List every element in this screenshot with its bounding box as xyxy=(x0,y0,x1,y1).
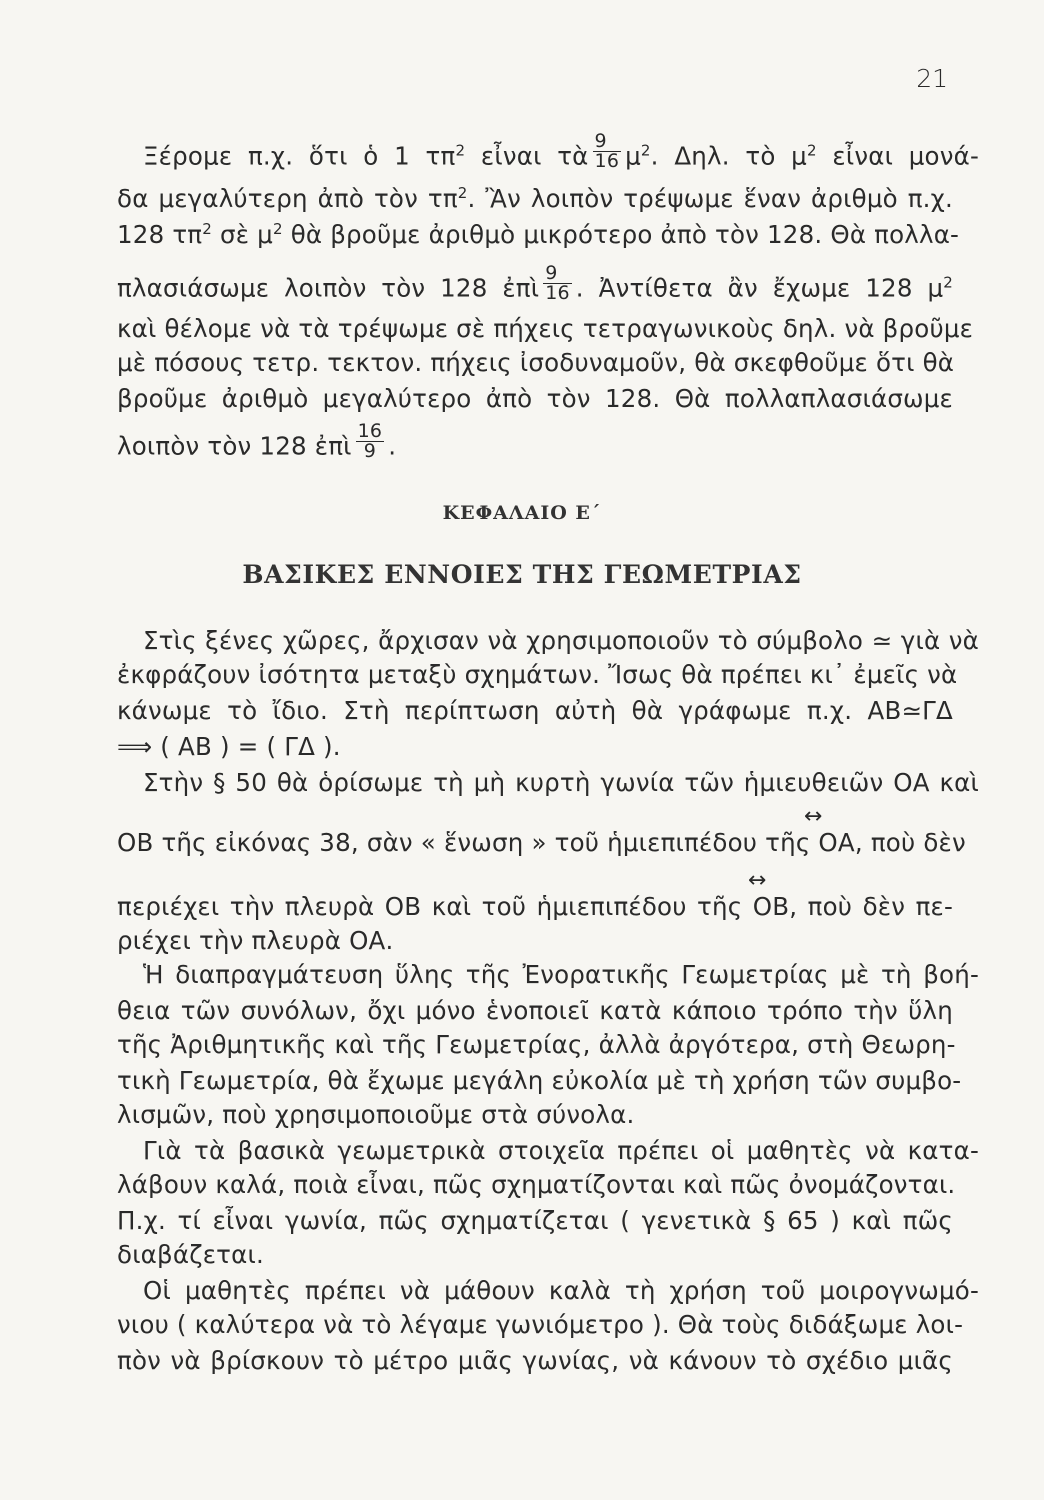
double-arrow-icon: ↔ xyxy=(748,868,767,893)
text-line: πλασιάσωμε λοιπὸν τὸν 128 ἐπὶ $\frac{9}{16}$ . Ἀντίθετα ἂν ἔχωμε 128 $\mu^2$ xyxy=(117,262,953,304)
double-arrow-icon: ↔ xyxy=(804,804,823,829)
text-line: λισμῶν, ποὺ χρησιμοποιοῦμε στὰ σύνολα. xyxy=(117,1100,635,1129)
chapter-title: ΒΑΣΙΚΕΣ ΕΝΝΟΙΕΣ ΤΗΣ ΓΕΩΜΕΤΡΙΑΣ xyxy=(242,560,802,589)
text-line: Στὴν § 50 θὰ ὁρίσωμε τὴ μὴ κυρτὴ γωνία τῶν ἡμιευθειῶν ΟΑ καὶ xyxy=(143,768,979,797)
text-line: ριέχει τὴν πλευρὰ ΟΑ. xyxy=(117,926,394,955)
text-line: θεια τῶν συνόλων, ὄχι μόνο ἑνοποιεῖ κατὰ κάποιο τρόπο τὴν ὕλη xyxy=(117,996,953,1025)
text-line: ΟΒ τῆς εἰκόνας 38, σὰν « ἕνωση » τοῦ ἡμιεπιπέδου τῆς ΟΑ, ποὺ δὲν xyxy=(117,828,966,857)
text-line: λάβουν καλά, ποιὰ εἶναι, πῶς σχηματίζονται καὶ πῶς ὀνομάζονται. xyxy=(117,1170,956,1199)
text-line: λοιπὸν τὸν 128 ἐπὶ $\frac{16}{9}$ . xyxy=(117,420,397,462)
text-line: Οἱ μαθητὲς πρέπει νὰ μάθουν καλὰ τὴ χρήση τοῦ μοιρογνωμό- xyxy=(143,1276,979,1305)
text-line: ἐκφράζουν ἰσότητα μεταξὺ σχημάτων. Ἴσως θὰ πρέπει κι᾽ ἐμεῖς νὰ xyxy=(117,660,958,689)
text-line: Γιὰ τὰ βασικὰ γεωμετρικὰ στοιχεῖα πρέπει οἱ μαθητὲς νὰ κατα- xyxy=(143,1136,979,1165)
text-line: νιου ( καλύτερα νὰ τὸ λέγαμε γωνιόμετρο ). Θὰ τοὺς διδάξωμε λοι- xyxy=(117,1310,964,1339)
text-line: Ξέρομε π.χ. ὅτι ὁ 1 $\tau\pi^2$ εἶναι τὰ $\frac{9}{16}$ $\mu^2$. Δηλ. τὸ $\mu^2$ εἶναι μονά- xyxy=(143,130,979,172)
text-line: τικὴ Γεωμετρία, θὰ ἔχωμε μεγάλη εὐκολία μὲ τὴ χρήση τῶν συμβο- xyxy=(117,1066,962,1095)
fraction: $\frac{9}{16}$ xyxy=(545,262,570,304)
text-line: Στὶς ξένες χῶρες, ἄρχισαν νὰ χρησιμοποιοῦν τὸ σύμβολο ≃ γιὰ νὰ xyxy=(143,626,979,655)
text-line: περιέχει τὴν πλευρὰ ΟΒ καὶ τοῦ ἡμιεπιπέδου τῆς ΟΒ, ποὺ δὲν πε- xyxy=(117,892,953,921)
chapter-label: ΚΕΦΑΛΑΙΟ Ε΄ xyxy=(442,502,602,524)
text-line: 128 $\tau\pi^2$ σὲ $\mu^2$ θὰ βροῦμε ἀριθμὸ μικρότερο ἀπὸ τὸν 128. Θὰ πολλα- xyxy=(117,219,960,249)
text-line: δα μεγαλύτερη ἀπὸ τὸν $\tau\pi^2$. Ἂν λοιπὸν τρέψωμε ἕναν ἀριθμὸ π.χ. xyxy=(117,183,953,213)
page-number: 21 xyxy=(916,64,948,93)
text-line: Ἡ διαπραγμάτευση ὕλης τῆς Ἐνορατικῆς Γεωμετρίας μὲ τὴ βοή- xyxy=(143,960,979,989)
text-line: τῆς Ἀριθμητικῆς καὶ τῆς Γεωμετρίας, ἀλλὰ ἀργότερα, στὴ Θεωρη- xyxy=(117,1030,956,1059)
text-line: διαβάζεται. xyxy=(117,1240,264,1269)
fraction: $\frac{9}{16}$ xyxy=(594,130,620,172)
text-line: κάνωμε τὸ ἴδιο. Στὴ περίπτωση αὐτὴ θὰ γράφωμε π.χ. ΑΒ≃ΓΔ xyxy=(117,696,953,725)
text-line: βροῦμε ἀριθμὸ μεγαλύτερο ἀπὸ τὸν 128. Θὰ πολλαπλασιάσωμε xyxy=(117,384,953,413)
fraction: $\frac{16}{9}$ xyxy=(357,420,383,462)
text-line: καὶ θέλομε νὰ τὰ τρέψωμε σὲ πήχεις τετραγωνικοὺς δηλ. νὰ βροῦμε xyxy=(117,314,974,343)
text-line: Π.χ. τί εἶναι γωνία, πῶς σχηματίζεται ( γενετικὰ § 65 ) καὶ πῶς xyxy=(117,1206,953,1235)
text-line: μὲ πόσους τετρ. τεκτον. πήχεις ἰσοδυναμοῦν, θὰ σκεφθοῦμε ὅτι θὰ xyxy=(117,348,955,377)
text-line: πὸν νὰ βρίσκουν τὸ μέτρο μιᾶς γωνίας, νὰ κάνουν τὸ σχέδιο μιᾶς xyxy=(117,1346,953,1375)
text-line: ⟹ ( ΑΒ ) = ( ΓΔ ). xyxy=(117,732,341,761)
